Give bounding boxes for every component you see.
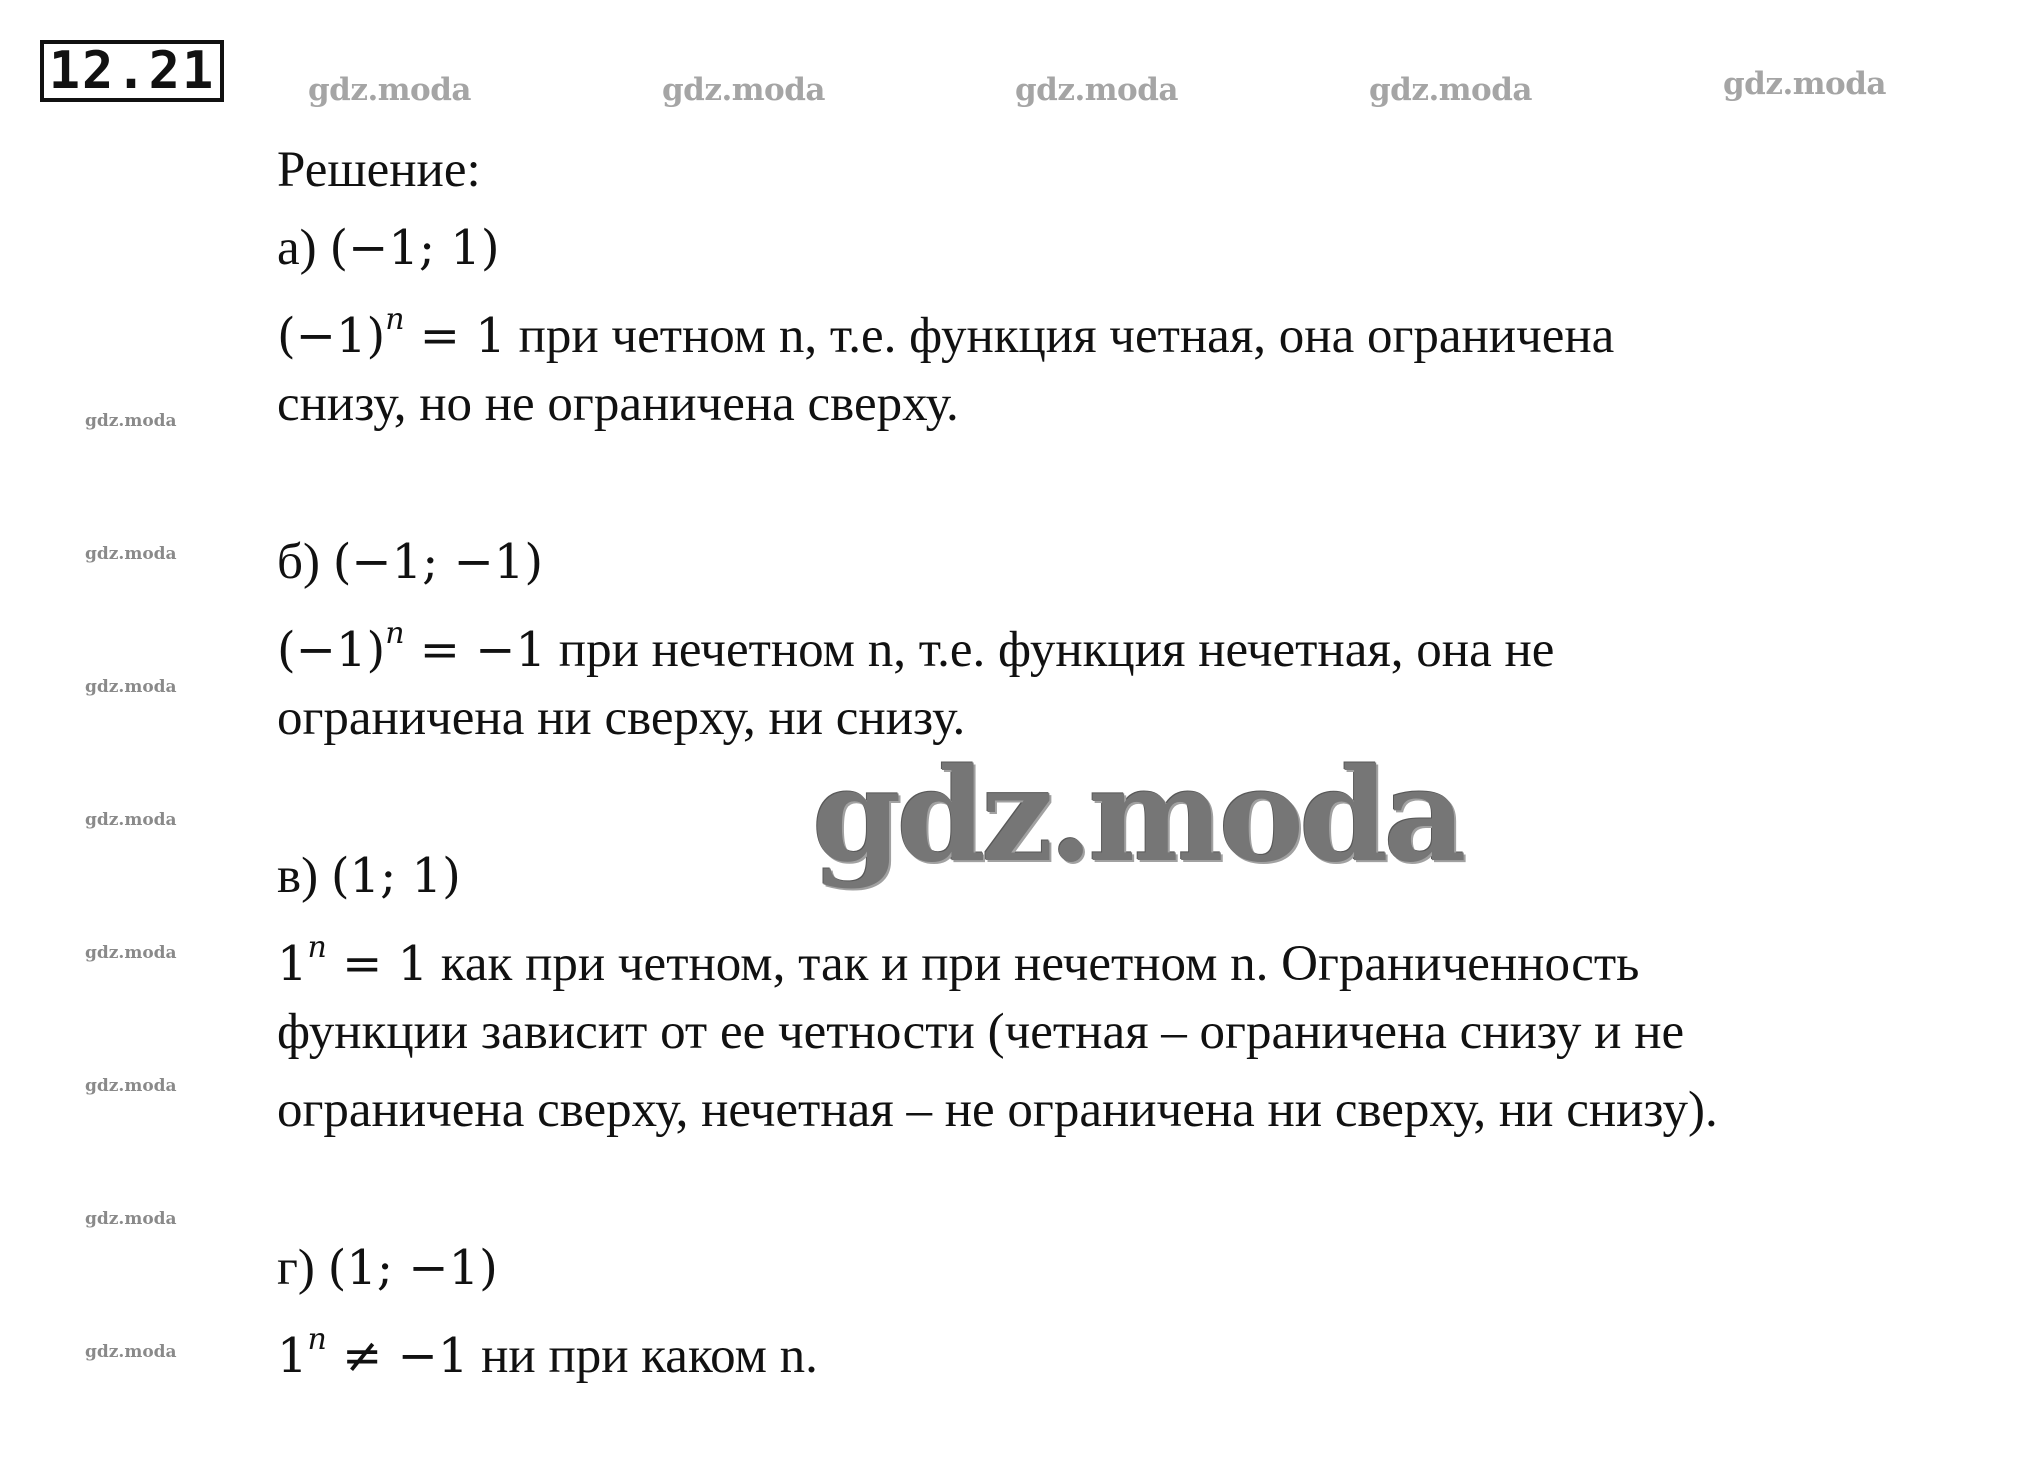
part-v-text2: функции зависит от ее четности (четная – ограничена снизу и не bbox=[277, 1004, 1685, 1060]
part-a-point: (−1; 1) bbox=[329, 220, 500, 276]
part-b-text2: ограничена ни сверху, ни снизу. bbox=[277, 690, 966, 746]
part-v-math-exp: n bbox=[307, 930, 327, 965]
watermark: gdz.moda bbox=[85, 411, 177, 431]
part-a-math-rel: = 1 bbox=[404, 308, 506, 364]
watermark: gdz.moda bbox=[1015, 72, 1178, 108]
part-g-header bbox=[277, 1238, 498, 1298]
part-b-line1 bbox=[277, 610, 1554, 680]
part-b-text1: при нечетном n, т.е. функция нечетная, она не bbox=[546, 622, 1555, 678]
part-a-header bbox=[277, 218, 500, 278]
part-v-text1: как при четном, так и при нечетном n. Ограниченность bbox=[428, 936, 1640, 992]
part-v-line1 bbox=[277, 924, 1639, 994]
watermark: gdz.moda bbox=[85, 943, 177, 963]
part-a-math-base: (−1) bbox=[277, 308, 386, 364]
watermark: gdz.moda bbox=[85, 544, 177, 564]
part-v-formula bbox=[277, 930, 429, 992]
part-b-math-rel: = −1 bbox=[404, 622, 547, 678]
solution-heading: Решение: bbox=[277, 142, 481, 198]
watermark: gdz.moda bbox=[1723, 66, 1886, 102]
part-g-label: г) bbox=[277, 1240, 328, 1296]
watermark: gdz.moda bbox=[308, 72, 471, 108]
part-g-formula bbox=[277, 1322, 469, 1384]
part-v-math-base: 1 bbox=[277, 936, 308, 992]
watermark: gdz.moda bbox=[85, 1209, 177, 1229]
watermark: gdz.moda bbox=[662, 72, 825, 108]
part-b-header bbox=[277, 532, 543, 592]
problem-number: 12.21 bbox=[40, 40, 224, 102]
part-b-label: б) bbox=[277, 534, 333, 590]
part-g-math-exp: n bbox=[307, 1322, 327, 1357]
part-v-point: (1; 1) bbox=[330, 848, 461, 904]
part-a-formula bbox=[277, 302, 506, 364]
part-g-point: (1; −1) bbox=[327, 1240, 498, 1296]
watermark: gdz.moda bbox=[85, 677, 177, 697]
part-g-line1 bbox=[277, 1316, 818, 1386]
part-v-label: в) bbox=[277, 848, 331, 904]
part-v-header bbox=[277, 846, 461, 906]
part-a-line1 bbox=[277, 296, 1614, 366]
part-v-text3: ограничена сверху, нечетная – не ограничена ни сверху, ни снизу). bbox=[277, 1082, 1718, 1138]
part-a-label: а) bbox=[277, 220, 330, 276]
watermark: gdz.moda bbox=[85, 1342, 177, 1362]
part-b-point: (−1; −1) bbox=[332, 534, 544, 590]
watermark: gdz.moda bbox=[85, 1076, 177, 1096]
part-a-math-exp: n bbox=[385, 302, 405, 337]
center-watermark: gdz.moda bbox=[812, 741, 1462, 891]
part-b-math-base: (−1) bbox=[277, 622, 386, 678]
part-a-text1: при четном n, т.е. функция четная, она ограничена bbox=[505, 308, 1615, 364]
part-a-text2: снизу, но не ограничена сверху. bbox=[277, 376, 959, 432]
part-g-math-base: 1 bbox=[277, 1328, 308, 1384]
part-g-math-rel: ≠ −1 bbox=[326, 1328, 469, 1384]
part-b-formula bbox=[277, 616, 547, 678]
part-b-math-exp: n bbox=[385, 616, 405, 651]
watermark: gdz.moda bbox=[1369, 72, 1532, 108]
part-v-math-rel: = 1 bbox=[326, 936, 429, 992]
watermark: gdz.moda bbox=[85, 810, 177, 830]
part-g-text1: ни при каком n. bbox=[468, 1328, 818, 1384]
